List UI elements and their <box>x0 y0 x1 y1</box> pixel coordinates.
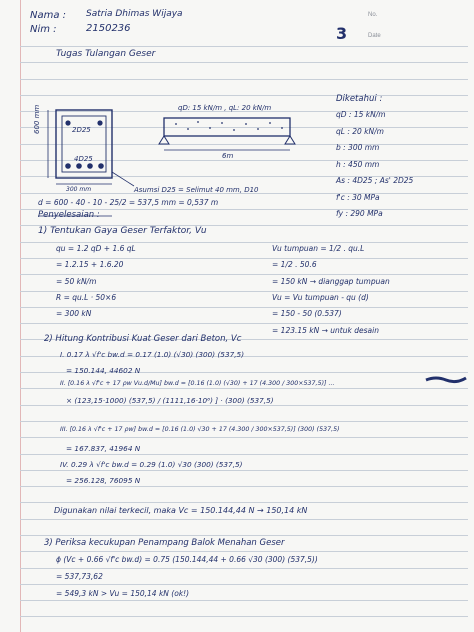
step3-title: 3) Periksa kecukupan Penampang Balok Menahan Geser <box>44 538 285 548</box>
s1-left-line: R = qu.L · 50×6 <box>56 292 117 302</box>
no-label: No. <box>368 12 378 18</box>
d-calculation: d = 600 - 40 - 10 - 25/2 = 537,5 mm = 0,537 m <box>38 198 219 207</box>
assumption-text: Asumsi D25 = Selimut 40 mm, D10 <box>134 186 259 194</box>
given-list-line: fy : 290 MPa <box>336 209 383 218</box>
s2-line: = 256.128, 76095 N <box>66 476 141 485</box>
nama-value: Satria Dhimas Wijaya <box>86 9 183 19</box>
step1-title: 1) Tentukan Gaya Geser Terfaktor, Vu <box>38 226 207 236</box>
s2-line: = 167.837, 41964 N <box>66 444 141 453</box>
scribble-mark <box>426 378 466 382</box>
s1-left-line: = 50 kN/m <box>56 276 97 286</box>
s1-right-line: = 150 kN → dianggap tumpuan <box>272 276 390 286</box>
given-title: Diketahui : <box>336 94 383 104</box>
s1-right-line: = 150 - 50 (0.537) <box>272 309 342 319</box>
s1-left-line: qu = 1.2 qD + 1.6 qL <box>56 244 136 253</box>
given-list-line: f'c : 30 MPa <box>336 192 380 202</box>
top-bars-label: 2D25 <box>72 126 91 134</box>
rebar-bottom-2 <box>76 163 82 169</box>
support-right <box>285 136 295 144</box>
given-list-line: qD : 15 kN/m <box>336 110 386 119</box>
s2-line: = 150.144, 44602 N <box>66 366 141 375</box>
s2-line: II. [0.16 λ √f'c + 17 ρw Vu.d/Mu] bw.d = [0.16 (1.0) (√30) + 17 (4.300 / 300×537,5)] ... <box>60 380 335 387</box>
given-list-line: b : 300 mm <box>336 143 380 152</box>
s3-lines-line: = 549,3 kN > Vu = 150,14 kN (ok!) <box>56 589 190 598</box>
page-number: 3 <box>336 24 348 43</box>
nama-label: Nama : <box>30 10 67 21</box>
step2-title: 2) Hitung Kontribusi Kuat Geser dari Beton, Vc <box>44 334 242 344</box>
date-label: Date <box>368 33 381 39</box>
rebar-bottom-1 <box>65 163 71 169</box>
s3-lines-line: ϕ (Vc + 0.66 √f'c bw.d) = 0.75 (150.144,44 + 0.66 √30 (300) (537,5)) <box>56 555 318 564</box>
s1-right-line: = 123.15 kN → untuk desain <box>272 325 379 335</box>
beam-elevation <box>164 118 290 136</box>
width-label: 300 mm <box>66 186 92 193</box>
assumption-leader <box>112 172 134 186</box>
s2-line: III. [0.16 λ √f'c + 17 ρw] bw.d = [0.16 (1.0) √30 + 17 (4.300 / 300×537,5)] (300) (537,5) <box>60 426 340 433</box>
s1-right-line: = 1/2 . 50.6 <box>272 260 317 270</box>
given-list-line: h : 450 mm <box>336 159 380 169</box>
load-label: qD: 15 kN/m , qL: 20 kN/m <box>178 104 272 112</box>
s2-line: I. 0.17 λ √f'c bw.d = 0.17 (1.0) (√30) (300) (537,5) <box>60 350 245 359</box>
page-title: Tugas Tulangan Geser <box>56 49 156 59</box>
nim-label: Nim : <box>30 24 57 35</box>
span-label: 6m <box>222 152 234 160</box>
given-list-line: As : 4D25 ; As' 2D25 <box>336 176 414 185</box>
rebar-top-right <box>97 120 102 125</box>
support-left <box>159 136 169 144</box>
given-list-line: qL : 20 kN/m <box>336 126 384 136</box>
s1-right-line: Vu tumpuan = 1/2 . qu.L <box>272 244 365 253</box>
bottom-bars-label: 4D25 <box>74 155 93 163</box>
rebar-bottom-3 <box>87 163 93 169</box>
beam-cross-section <box>56 110 112 178</box>
s3-lines-line: = 537,73,62 <box>56 572 103 581</box>
solution-heading: Penyelesaian : <box>38 210 100 220</box>
height-label: 600 mm <box>33 104 41 134</box>
s1-left-line: = 300 kN <box>56 309 92 319</box>
s2-line: × (123,15·1000) (537,5) / (1111,16·10⁶) ] · (300) (537,5) <box>66 396 274 405</box>
load-dots <box>175 121 283 131</box>
step2-conclusion: Digunakan nilai terkecil, maka Vc = 150.144,44 N → 150,14 kN <box>54 506 308 515</box>
s1-right-line: Vu = Vu tumpuan - qu (d) <box>272 292 369 302</box>
s1-left-line: = 1.2.15 + 1.6.20 <box>56 260 124 270</box>
nim-value: 2150236 <box>86 23 131 34</box>
s2-line: IV. 0.29 λ √f'c bw.d = 0.29 (1.0) √30 (300) (537,5) <box>60 460 243 469</box>
rebar-bottom-4 <box>98 163 104 169</box>
rebar-top-left <box>65 120 70 125</box>
